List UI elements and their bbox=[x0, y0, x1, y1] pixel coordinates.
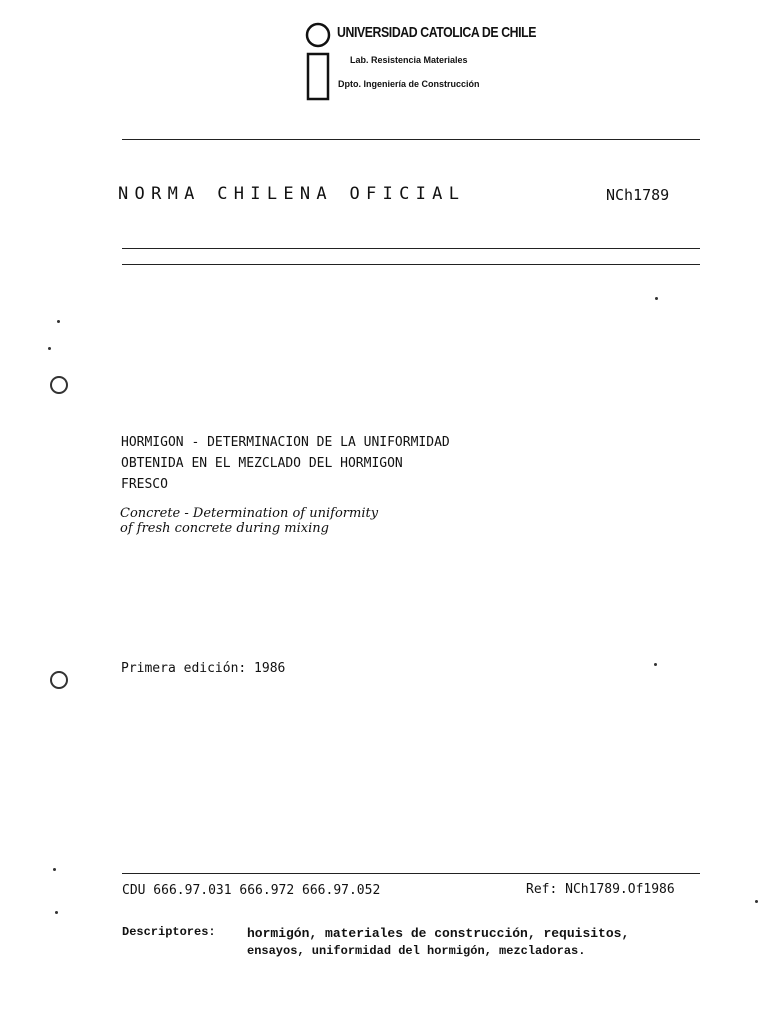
edition-text: Primera edición: 1986 bbox=[121, 661, 286, 676]
descriptores-line: hormigón, materiales de construcción, requisitos, bbox=[247, 926, 630, 941]
mid-rule-2 bbox=[122, 264, 700, 265]
scan-speck bbox=[55, 911, 58, 914]
mid-rule-1 bbox=[122, 248, 700, 249]
top-rule bbox=[122, 139, 700, 140]
title-es-line: HORMIGON - DETERMINACION DE LA UNIFORMIDAD bbox=[121, 435, 450, 450]
title-en-line: Concrete - Determination of uniformity bbox=[120, 506, 379, 521]
reference-code: Ref: NCh1789.Of1986 bbox=[526, 882, 675, 897]
binder-hole-icon bbox=[50, 376, 68, 394]
descriptores-line: ensayos, uniformidad del hormigón, mezcladoras. bbox=[247, 944, 586, 958]
title-es-line: OBTENIDA EN EL MEZCLADO DEL HORMIGON bbox=[121, 456, 403, 471]
scan-speck bbox=[655, 297, 658, 300]
norma-code: NCh1789 bbox=[606, 186, 670, 204]
department-name: Dpto. Ingeniería de Construcción bbox=[338, 79, 480, 89]
title-en-line: of fresh concrete during mixing bbox=[120, 521, 329, 536]
university-logo-icon bbox=[305, 22, 331, 102]
document-title-english bbox=[120, 506, 378, 536]
scan-speck bbox=[755, 900, 758, 903]
university-name: UNIVERSIDAD CATOLICA DE CHILE bbox=[337, 24, 537, 41]
descriptores-label: Descriptores: bbox=[122, 925, 216, 939]
binder-hole-icon bbox=[50, 671, 68, 689]
cdu-classification: CDU 666.97.031 666.972 666.97.052 bbox=[122, 883, 381, 898]
document-title-spanish bbox=[121, 432, 450, 495]
footer-rule bbox=[122, 873, 700, 874]
norma-title: NORMA CHILENA OFICIAL bbox=[118, 184, 466, 204]
scan-speck bbox=[48, 347, 51, 350]
lab-name: Lab. Resistencia Materiales bbox=[350, 55, 468, 65]
scan-speck bbox=[57, 320, 60, 323]
scan-speck bbox=[53, 868, 56, 871]
title-es-line: FRESCO bbox=[121, 477, 168, 492]
scan-speck bbox=[654, 663, 657, 666]
